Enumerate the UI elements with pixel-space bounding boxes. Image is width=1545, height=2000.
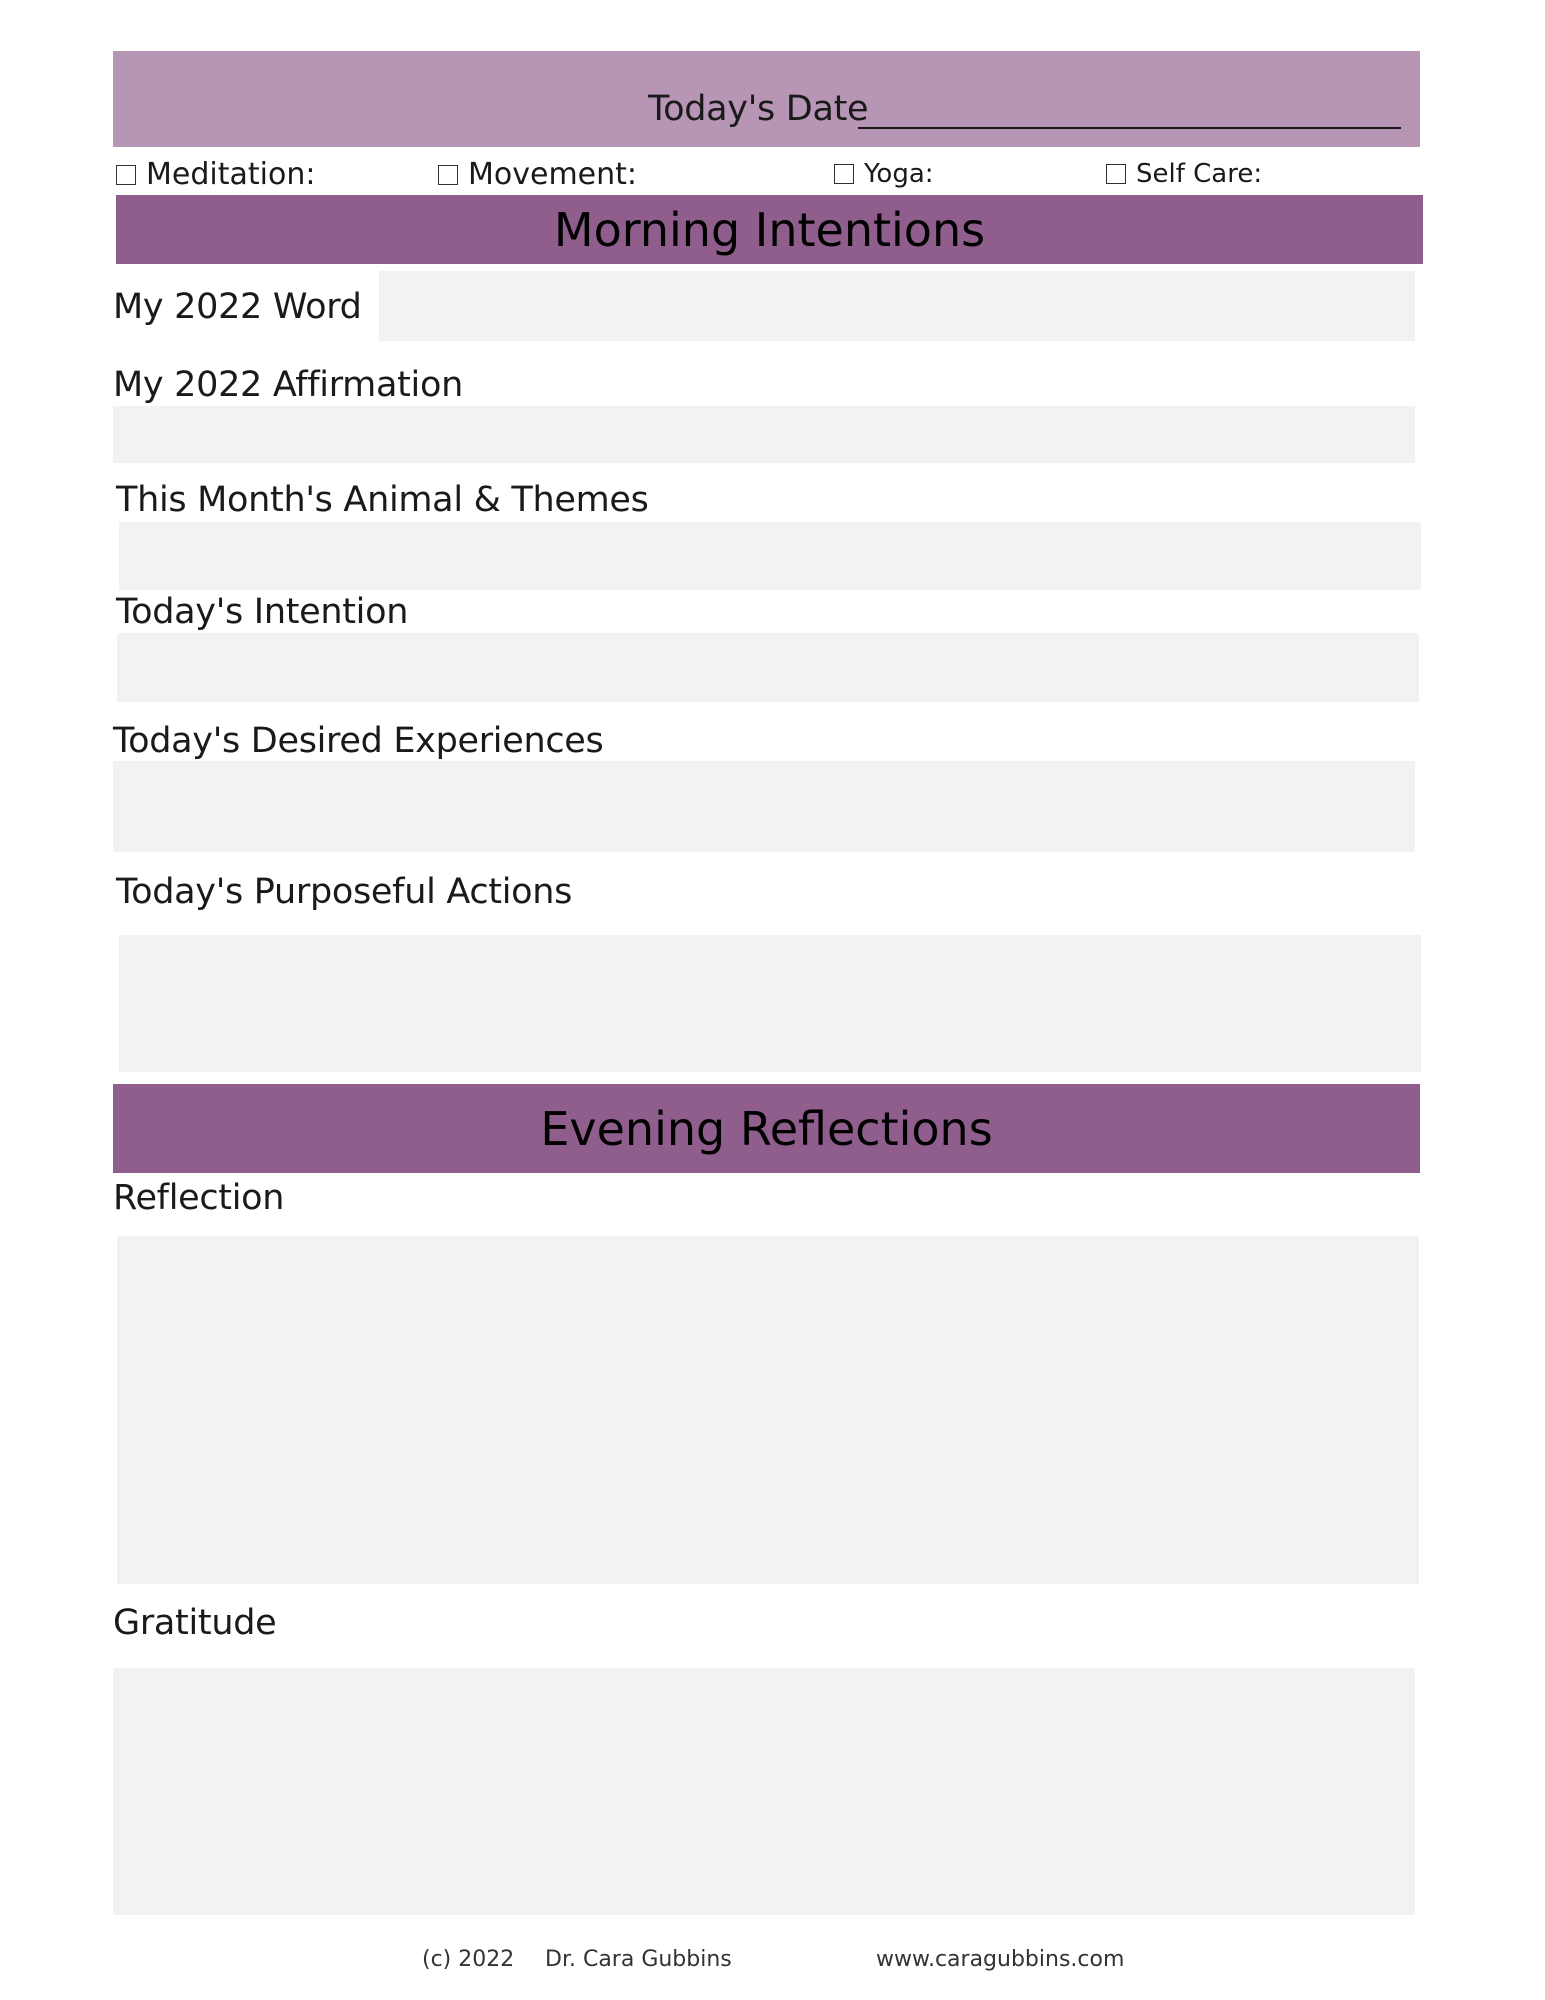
affirmation-label: My 2022 Affirmation — [113, 365, 463, 405]
footer-website[interactable]: www.caragubbins.com — [876, 1947, 1125, 1972]
date-label: Today's Date — [648, 89, 869, 129]
desired-experiences-field[interactable] — [113, 761, 1415, 852]
intention-label: Today's Intention — [116, 592, 409, 632]
purposeful-actions-field[interactable] — [119, 935, 1421, 1072]
evening-reflections-band — [113, 1084, 1420, 1173]
date-input-line[interactable] — [858, 127, 1401, 129]
checklist-self-care[interactable] — [1106, 159, 1262, 189]
self-care-label: Self Care: — [1136, 159, 1263, 189]
morning-intentions-title: Morning Intentions — [553, 202, 986, 257]
reflection-label: Reflection — [113, 1178, 285, 1218]
self-care-checkbox[interactable] — [1106, 164, 1126, 184]
checklist-meditation[interactable] — [116, 157, 315, 192]
word-field[interactable] — [379, 271, 1415, 341]
movement-checkbox[interactable] — [438, 165, 458, 185]
word-label: My 2022 Word — [113, 287, 362, 327]
purposeful-actions-label: Today's Purposeful Actions — [116, 872, 573, 912]
movement-label: Movement: — [468, 157, 638, 192]
evening-reflections-title: Evening Reflections — [540, 1101, 993, 1156]
gratitude-field[interactable] — [113, 1668, 1415, 1915]
meditation-checkbox[interactable] — [116, 165, 136, 185]
animal-themes-field[interactable] — [119, 522, 1421, 590]
affirmation-field[interactable] — [113, 406, 1415, 463]
desired-experiences-label: Today's Desired Experiences — [113, 721, 604, 761]
yoga-checkbox[interactable] — [834, 164, 854, 184]
animal-themes-label: This Month's Animal & Themes — [116, 480, 649, 520]
meditation-label: Meditation: — [146, 157, 316, 192]
date-header-band — [113, 51, 1420, 147]
checklist-movement[interactable] — [438, 157, 637, 192]
reflection-field[interactable] — [117, 1236, 1419, 1584]
gratitude-label: Gratitude — [113, 1603, 277, 1643]
checklist-yoga[interactable] — [834, 159, 934, 189]
footer-author: Dr. Cara Gubbins — [545, 1947, 732, 1972]
footer-copyright: (c) 2022 — [422, 1947, 515, 1972]
intention-field[interactable] — [117, 633, 1419, 702]
morning-intentions-band — [116, 195, 1423, 264]
yoga-label: Yoga: — [864, 159, 934, 189]
